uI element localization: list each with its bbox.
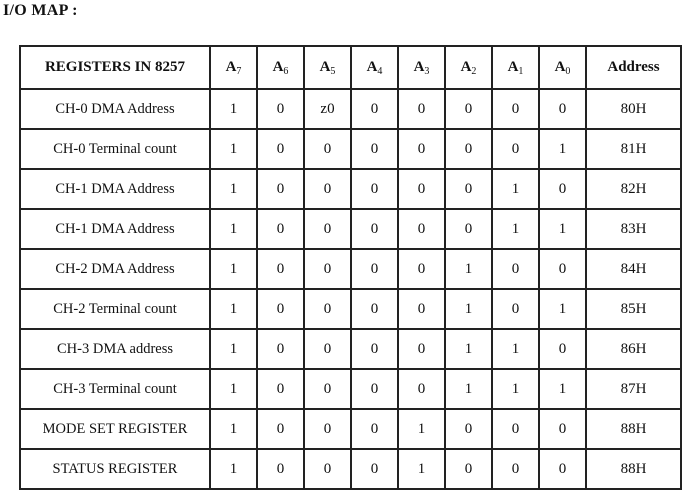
header-bit-a5: $A_5$	[304, 46, 351, 89]
address-cell: 87H	[586, 369, 681, 409]
header-bit-a1: $A_1$	[492, 46, 539, 89]
bit-cell-a1: 1	[492, 209, 539, 249]
bit-cell-a3: 1	[398, 449, 445, 489]
bit-cell-a5: 0	[304, 129, 351, 169]
bit-cell-a6: 0	[257, 369, 304, 409]
address-cell: 86H	[586, 329, 681, 369]
bit-cell-a5: 0	[304, 289, 351, 329]
address-cell: 85H	[586, 289, 681, 329]
bit-cell-a3: 1	[398, 409, 445, 449]
bit-cell-a5: 0	[304, 409, 351, 449]
bit-cell-a7: 1	[210, 209, 257, 249]
table-header	[20, 46, 681, 89]
bit-cell-a5: 0	[304, 249, 351, 289]
table-row	[20, 129, 681, 169]
bit-cell-a2: 0	[445, 169, 492, 209]
bit-cell-a2: 1	[445, 289, 492, 329]
bit-cell-a0: 1	[539, 289, 586, 329]
bit-cell-a2: 1	[445, 329, 492, 369]
bit-cell-a6: 0	[257, 169, 304, 209]
table-body	[20, 89, 681, 489]
bit-cell-a0: 1	[539, 209, 586, 249]
bit-cell-a2: 1	[445, 249, 492, 289]
header-address: Address	[586, 46, 681, 89]
register-name-cell: CH-0 DMA Address	[20, 89, 210, 129]
bit-cell-a4: 0	[351, 289, 398, 329]
bit-cell-a5: 0	[304, 209, 351, 249]
bit-cell-a7: 1	[210, 129, 257, 169]
register-name-cell: CH-1 DMA Address	[20, 169, 210, 209]
bit-cell-a0: 0	[539, 169, 586, 209]
bit-cell-a0: 0	[539, 409, 586, 449]
io-map-table	[19, 45, 682, 490]
header-bit-a3: $A_3$	[398, 46, 445, 89]
bit-cell-a4: 0	[351, 449, 398, 489]
bit-cell-a2: 0	[445, 409, 492, 449]
table-row	[20, 289, 681, 329]
table-row	[20, 169, 681, 209]
register-name-cell: CH-3 DMA address	[20, 329, 210, 369]
bit-cell-a1: 0	[492, 89, 539, 129]
bit-cell-a1: 1	[492, 369, 539, 409]
bit-cell-a4: 0	[351, 89, 398, 129]
bit-cell-a5: 0	[304, 329, 351, 369]
bit-cell-a2: 0	[445, 209, 492, 249]
header-row	[20, 46, 681, 89]
header-bit-a6: $A_6$	[257, 46, 304, 89]
register-name-cell: CH-3 Terminal count	[20, 369, 210, 409]
bit-cell-a6: 0	[257, 209, 304, 249]
register-name-cell: CH-0 Terminal count	[20, 129, 210, 169]
table-row	[20, 409, 681, 449]
table-row	[20, 329, 681, 369]
address-cell: 80H	[586, 89, 681, 129]
address-cell: 81H	[586, 129, 681, 169]
bit-cell-a4: 0	[351, 409, 398, 449]
register-name-cell: CH-1 DMA Address	[20, 209, 210, 249]
bit-cell-a1: 0	[492, 129, 539, 169]
bit-cell-a2: 0	[445, 449, 492, 489]
bit-cell-a7: 1	[210, 249, 257, 289]
bit-cell-a7: 1	[210, 369, 257, 409]
header-bit-a7: $A_7$	[210, 46, 257, 89]
header-bit-a4: $A_4$	[351, 46, 398, 89]
bit-cell-a3: 0	[398, 289, 445, 329]
bit-cell-a7: 1	[210, 289, 257, 329]
bit-cell-a0: 0	[539, 449, 586, 489]
table-row	[20, 249, 681, 289]
header-registers: REGISTERS IN 8257	[20, 46, 210, 89]
table-row	[20, 89, 681, 129]
bit-cell-a4: 0	[351, 209, 398, 249]
bit-cell-a7: 1	[210, 169, 257, 209]
address-cell: 88H	[586, 449, 681, 489]
register-name-cell: MODE SET REGISTER	[20, 409, 210, 449]
bit-cell-a5: z0	[304, 89, 351, 129]
bit-cell-a6: 0	[257, 289, 304, 329]
address-cell: 83H	[586, 209, 681, 249]
bit-cell-a2: 1	[445, 369, 492, 409]
bit-cell-a3: 0	[398, 209, 445, 249]
bit-cell-a1: 1	[492, 329, 539, 369]
bit-cell-a7: 1	[210, 409, 257, 449]
bit-cell-a3: 0	[398, 129, 445, 169]
bit-cell-a6: 0	[257, 129, 304, 169]
bit-cell-a6: 0	[257, 249, 304, 289]
bit-cell-a6: 0	[257, 329, 304, 369]
bit-cell-a3: 0	[398, 369, 445, 409]
address-cell: 88H	[586, 409, 681, 449]
bit-cell-a4: 0	[351, 329, 398, 369]
table-row	[20, 369, 681, 409]
bit-cell-a5: 0	[304, 169, 351, 209]
bit-cell-a5: 0	[304, 369, 351, 409]
bit-cell-a4: 0	[351, 249, 398, 289]
bit-cell-a3: 0	[398, 89, 445, 129]
bit-cell-a2: 0	[445, 89, 492, 129]
bit-cell-a1: 1	[492, 169, 539, 209]
register-name-cell: CH-2 Terminal count	[20, 289, 210, 329]
bit-cell-a7: 1	[210, 89, 257, 129]
bit-cell-a3: 0	[398, 329, 445, 369]
bit-cell-a3: 0	[398, 249, 445, 289]
page-title: I/O MAP :	[3, 2, 78, 19]
bit-cell-a0: 1	[539, 129, 586, 169]
bit-cell-a4: 0	[351, 169, 398, 209]
bit-cell-a1: 0	[492, 409, 539, 449]
table-row	[20, 209, 681, 249]
header-bit-a0: $A_0$	[539, 46, 586, 89]
bit-cell-a4: 0	[351, 369, 398, 409]
bit-cell-a0: 0	[539, 249, 586, 289]
header-bit-a2: $A_2$	[445, 46, 492, 89]
bit-cell-a6: 0	[257, 449, 304, 489]
bit-cell-a5: 0	[304, 449, 351, 489]
bit-cell-a7: 1	[210, 449, 257, 489]
bit-cell-a1: 0	[492, 449, 539, 489]
register-name-cell: STATUS REGISTER	[20, 449, 210, 489]
bit-cell-a0: 0	[539, 329, 586, 369]
address-cell: 82H	[586, 169, 681, 209]
bit-cell-a1: 0	[492, 289, 539, 329]
bit-cell-a3: 0	[398, 169, 445, 209]
bit-cell-a4: 0	[351, 129, 398, 169]
bit-cell-a1: 0	[492, 249, 539, 289]
bit-cell-a7: 1	[210, 329, 257, 369]
bit-cell-a0: 0	[539, 89, 586, 129]
bit-cell-a6: 0	[257, 89, 304, 129]
bit-cell-a0: 1	[539, 369, 586, 409]
bit-cell-a6: 0	[257, 409, 304, 449]
register-name-cell: CH-2 DMA Address	[20, 249, 210, 289]
bit-cell-a2: 0	[445, 129, 492, 169]
table-row	[20, 449, 681, 489]
address-cell: 84H	[586, 249, 681, 289]
